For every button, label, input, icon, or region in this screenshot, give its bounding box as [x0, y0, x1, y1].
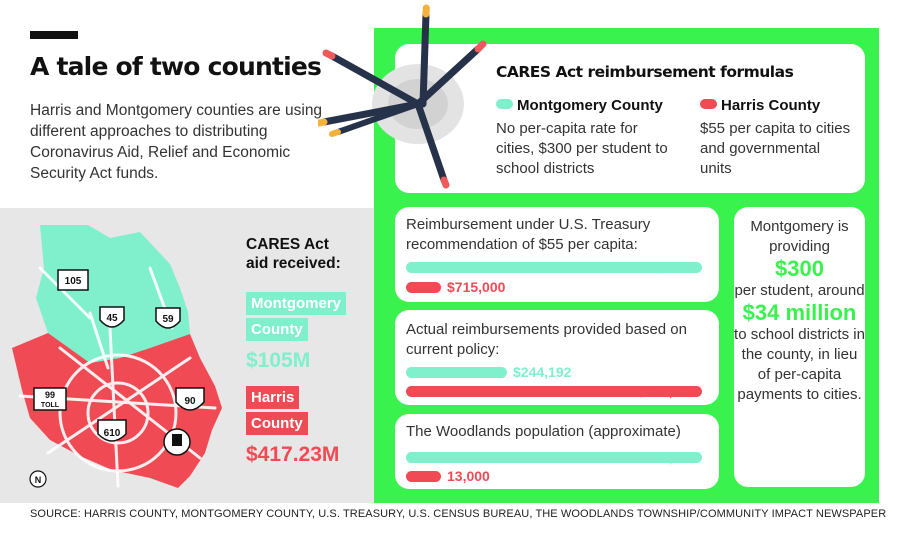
school-districts-total: $34 million — [742, 300, 857, 325]
source-line: SOURCE: HARRIS COUNTY, MONTGOMERY COUNTY, U.S. TREASURY, U.S. CENSUS BUREAU, THE WOODLANDS TOWNSHIP/COMMUNITY IMPACT NEWSPAPER — [30, 508, 887, 520]
bar-label-montgomery-3: 110,000 — [646, 449, 696, 465]
pencil-cup-illustration — [318, 4, 493, 189]
bar-harris-1 — [406, 282, 441, 293]
montgomery-aid-label-2: County — [246, 318, 308, 341]
highway-99-label: 99 — [44, 390, 56, 400]
harris-formula-text: $55 per capita to cities and governmental units — [700, 120, 851, 177]
harris-aid-label: Harris — [246, 386, 299, 409]
bar-montgomery-2 — [406, 367, 507, 378]
harris-aid-amount: $417.23M — [246, 443, 340, 466]
harris-legend-swatch — [700, 99, 717, 109]
bar-label-montgomery-2: $244,192 — [513, 364, 572, 380]
aid-title: CARES Act aid received: — [246, 236, 341, 272]
montgomery-aid — [246, 292, 346, 373]
montgomery-formula-name: Montgomery County — [517, 97, 663, 114]
bar-label-harris-1: $715,000 — [447, 279, 506, 295]
comparison-question-3: The Woodlands population (approximate) — [406, 423, 681, 440]
highway-59-label: 59 — [162, 314, 174, 325]
headline: A tale of two counties — [30, 52, 322, 81]
bar-harris-3 — [406, 471, 441, 482]
highway-610-label: 610 — [103, 428, 121, 439]
bar-label-harris-3: 13,000 — [447, 468, 490, 484]
harris-formula-name: Harris County — [721, 97, 821, 114]
bar-label-montgomery-1: $6.1M — [657, 259, 696, 275]
headline-rule — [30, 31, 78, 39]
bar-label-harris-2: $715,000 — [637, 383, 696, 399]
north-label: N — [34, 475, 42, 485]
per-student-amount: $300 — [775, 256, 824, 281]
highway-45-label: 45 — [106, 313, 118, 324]
formulas-title: CARES Act reimbursement formulas — [496, 63, 794, 81]
montgomery-aid-amount: $105M — [246, 349, 311, 372]
montgomery-aid-label: Montgomery — [246, 292, 346, 315]
montgomery-legend-swatch — [496, 99, 513, 109]
montgomery-formula-text: No per-capita rate for cities, $300 per student to school districts — [496, 120, 668, 177]
highway-90-label: 90 — [184, 396, 196, 407]
harris-aid-label-2: County — [246, 412, 308, 435]
per-student-text: Montgomery is providing $300 per student, around $34 million to school districts in the county, in lieu of per-capita payments to cities. — [734, 218, 865, 403]
harris-formula — [700, 96, 855, 179]
comparison-question-2: Actual reimbursements provided based on current policy: — [406, 321, 687, 358]
intro-text: Harris and Montgomery counties are using different approaches to distributing Coronavirus Aid, Relief and Economic Security Act funds. — [30, 102, 323, 182]
comparison-question-1: Reimbursement under U.S. Treasury recommendation of $55 per capita: — [406, 216, 651, 253]
beltway-toll-mark — [172, 434, 182, 446]
harris-aid — [246, 386, 339, 467]
highway-toll-label: TOLL — [40, 402, 60, 409]
montgomery-formula — [496, 96, 696, 179]
highway-105-label: 105 — [64, 276, 82, 287]
